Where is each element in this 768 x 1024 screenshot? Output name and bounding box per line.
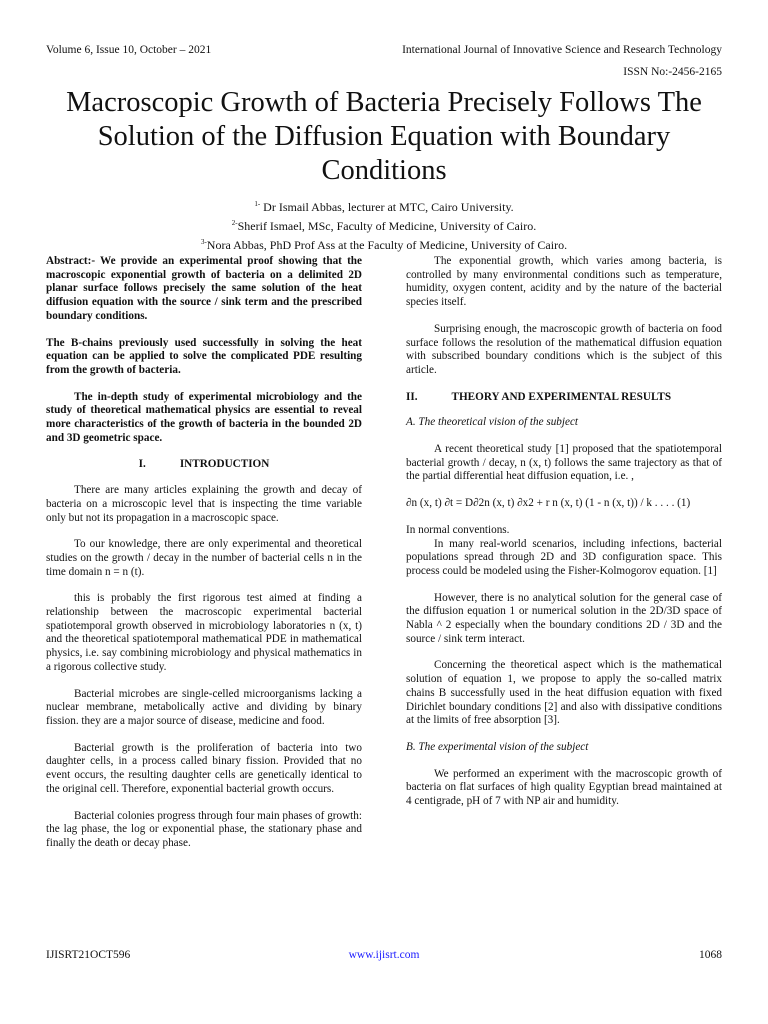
- intro-paragraph: this is probably the first rigorous test aimed at finding a relationship between the macroscopic experimental bacterial spatiotemporal growth observed in microbiology laboratories n (x, t) and the theoretical spatiotemporal mathematical PDE in mathematical physics, i.e. say combining microbiology and physical mathematics in a rigorous collective study.: [46, 592, 362, 673]
- abstract-paragraph: Abstract:- We provide an experimental proof showing that the macroscopic exponential growth of bacteria on a delimited 2D planar surface follows precisely the same solution of the heat diffusion equation with the source / sink term and the prescribed boundary conditions.: [46, 255, 362, 322]
- body-paragraph: Concerning the theoretical aspect which is the mathematical solution of equation 1, we propose to apply the so-called matrix chains B successfully used in the heat diffusion equation with fixed Dirichlet boundary conditions [2] and also with dissipative conditions at the limits of free absorption [3].: [406, 659, 722, 727]
- intro-paragraph: To our knowledge, there are only experimental and theoretical studies on the growth / decay in the number of bacterial cells n in the time domain n = n (t).: [46, 538, 362, 578]
- body-paragraph: The exponential growth, which varies among bacteria, is controlled by many environmental conditions such as temperature, humidity, oxygen content, acidity and by the nature of the bacterial species itself.: [406, 255, 722, 309]
- subsection-heading-a: A. The theoretical vision of the subject: [406, 416, 579, 429]
- section-heading-theory: II. THEORY AND EXPERIMENTAL RESULTS: [406, 390, 672, 403]
- intro-paragraph: Bacterial microbes are single-celled microorganisms lacking a nuclear membrane, metabolically active and dividing by binary fission. they are a major source of disease, medicine and food.: [46, 687, 362, 727]
- journal-website-link[interactable]: www.ijisrt.com: [348, 949, 420, 961]
- left-column: [46, 255, 362, 864]
- body-paragraph: A recent theoretical study [1] proposed that the spatiotemporal bacterial growth / decay, n (x, t) follows the same trajectory as that of the partial differential heat diffusion equation, i.e. ,: [406, 443, 722, 483]
- paper-id: IJISRT21OCT596: [46, 949, 131, 961]
- body-paragraph: We performed an experiment with the macroscopic growth of bacteria on flat surfaces of high quality Egyptian bread maintained at 4 centigrade, pH of 7 with NP air and humidity.: [406, 767, 722, 808]
- journal-name: International Journal of Innovative Science and Research Technology: [402, 44, 722, 56]
- intro-paragraph: Bacterial colonies progress through four main phases of growth: the lag phase, the log or exponential phase, the stationary phase and finally the death or decay phase.: [46, 809, 362, 849]
- author-3: $^{3-}$Nora Abbas, PhD Prof Ass at the Faculty of Medicine, University of Cairo.: [200, 238, 568, 252]
- abstract-paragraph: The B-chains previously used successfully in solving the heat equation can be applied to solve the complicated PDE resulting from the growth of bacteria.: [46, 336, 362, 376]
- body-paragraph: In normal conventions.: [406, 523, 510, 536]
- author-list: [0, 196, 768, 253]
- page-number: 1068: [699, 949, 722, 961]
- author-2: $^{2-}$Sherif Ismael, MSc, Faculty of Medicine, University of Cairo.: [231, 219, 537, 233]
- equation-1: ∂n (x, t) ∂t = D∂2n (x, t) ∂x2 + r n (x, t) (1 - n (x, t)) / k . . . . (1): [406, 497, 691, 510]
- right-column: [406, 255, 722, 822]
- paper-title: Macroscopic Growth of Bacteria Precisely Follows The Solution of the Diffusion Equation with Boundary Conditions: [66, 87, 702, 186]
- issn-number: ISSN No:-2456-2165: [623, 66, 722, 78]
- author-1: $^{1-}$ Dr Ismail Abbas, lecturer at MTC, Cairo University.: [254, 200, 514, 214]
- body-paragraph: In many real-world scenarios, including infections, bacterial populations spread through 2D and 3D configuration space. This process could be modeled using the Fisher-Kolmogorov equation. [1]: [406, 537, 722, 577]
- body-paragraph: Surprising enough, the macroscopic growth of bacteria on food surface follows the resolution of the mathematical diffusion equation with subscribed boundary conditions which is the subject of this article.: [406, 322, 722, 376]
- intro-paragraph: There are many articles explaining the growth and decay of bacteria on a microscopic level that is inspecting the time variable only but not its propagation in a macroscopic space.: [46, 484, 362, 524]
- subsection-heading-b: B. The experimental vision of the subject: [406, 740, 589, 753]
- intro-paragraph: Bacterial growth is the proliferation of bacteria into two daughter cells, in a process called binary fission. Provided that no event occurs, the resulting daughter cells are genetically identical to the original cell. Therefore, exponential bacterial growth occurs.: [46, 741, 362, 795]
- body-paragraph: However, there is no analytical solution for the general case of the diffusion equation 1 or numerical solution in the 2D/3D space of Nabla ^ 2 especially when the boundary conditions 2D / 3D and the source / sink term interact.: [406, 591, 722, 645]
- volume-info: Volume 6, Issue 10, October – 2021: [46, 44, 212, 56]
- section-heading-introduction: I. INTRODUCTION: [138, 458, 270, 471]
- abstract: [46, 255, 362, 445]
- abstract-paragraph: The in-depth study of experimental microbiology and the study of theoretical mathematical physics are essential to reveal more characteristics of the growth of bacteria in the bounded 2D and 3D geometric space.: [46, 390, 362, 444]
